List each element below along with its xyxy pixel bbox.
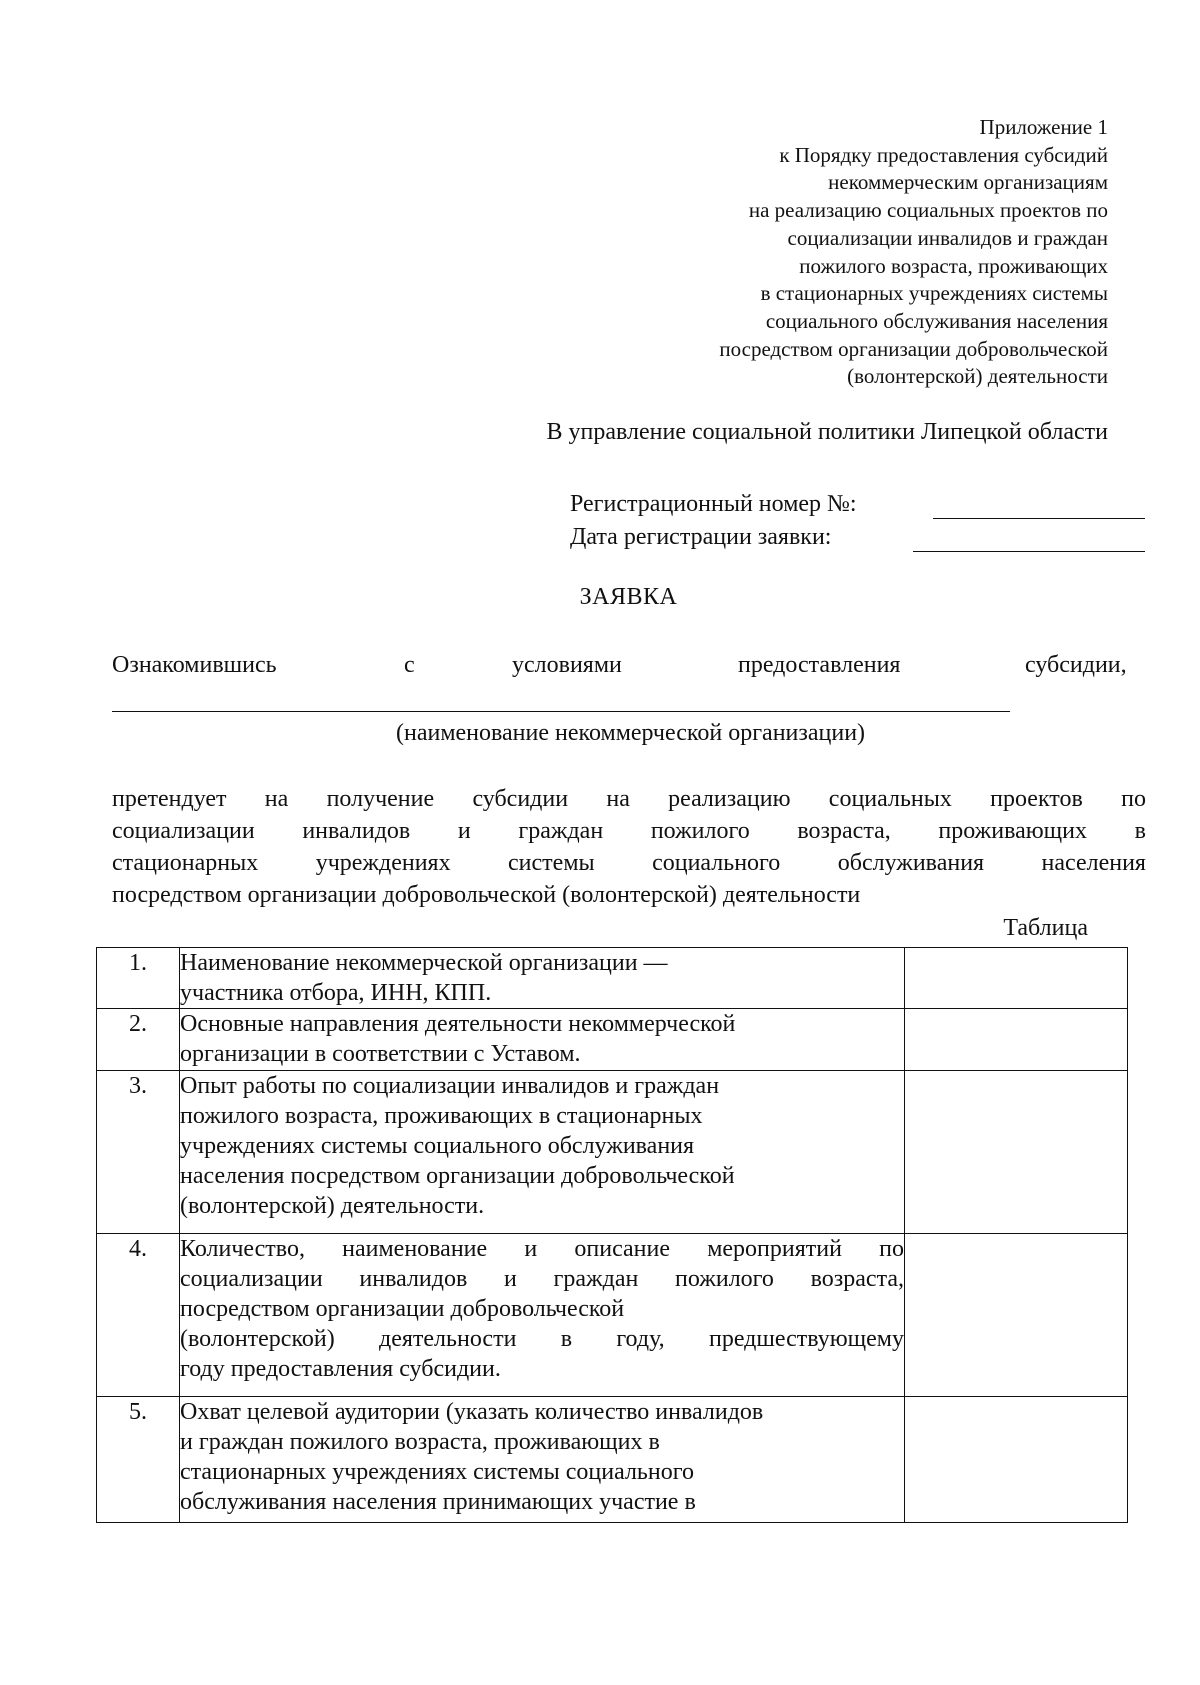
table-row	[97, 1397, 1128, 1523]
paragraph-word: системы	[508, 850, 595, 876]
row-value-cell[interactable]	[905, 1009, 1128, 1071]
paragraph-line	[112, 783, 1146, 815]
paragraph-word: населения	[1041, 850, 1146, 876]
paragraph-word: претендует	[112, 786, 227, 812]
registration-date-blank[interactable]	[913, 551, 1145, 552]
annex-header	[719, 114, 1108, 391]
paragraph-line	[112, 815, 1146, 847]
paragraph-word: обслуживания	[837, 850, 985, 876]
paragraph-word: субсидии	[472, 786, 569, 812]
registration-number	[570, 491, 857, 518]
paragraph-word: реализацию	[668, 786, 791, 812]
paragraph-word: социализации	[112, 818, 255, 844]
row-number: 5.	[97, 1397, 180, 1523]
addressee: В управление социальной политики Липецкой области	[546, 419, 1108, 445]
row-value-cell[interactable]	[905, 1397, 1128, 1523]
row-number: 3.	[97, 1071, 180, 1234]
paragraph-word: получение	[326, 786, 435, 812]
description-line: обслуживания населения принимающих участие в	[180, 1489, 696, 1515]
annex-line: к Порядку предоставления субсидий	[779, 142, 1108, 167]
row-value-cell[interactable]	[905, 1071, 1128, 1234]
annex-line: социального обслуживания населения	[765, 308, 1108, 333]
description-line: социализации инвалидов и граждан пожилого возраста,	[180, 1266, 904, 1292]
intro-word: с	[404, 652, 415, 678]
annex-line: Приложение 1	[979, 115, 1108, 139]
description-line: пожилого возраста, проживающих в стационарных	[180, 1103, 703, 1129]
paragraph-word: граждан	[518, 818, 604, 844]
paragraph-word: социального	[652, 850, 781, 876]
paragraph-word: пожилого	[650, 818, 750, 844]
annex-line: в стационарных учреждениях системы	[760, 281, 1108, 306]
row-description	[180, 1009, 905, 1071]
paragraph-line	[112, 847, 1146, 879]
row-number: 4.	[97, 1234, 180, 1397]
paragraph-word: на	[264, 786, 289, 812]
registration-number-blank[interactable]	[933, 518, 1145, 519]
description-line: году предоставления субсидии.	[180, 1356, 501, 1382]
description-line: (волонтерской) деятельности.	[180, 1193, 485, 1219]
paragraph-word: возраста,	[797, 818, 891, 844]
paragraph-word: на	[606, 786, 630, 812]
organization-name-blank[interactable]	[112, 711, 1010, 712]
row-description	[180, 1071, 905, 1234]
row-description	[180, 1234, 905, 1397]
paragraph-line	[112, 879, 1146, 911]
annex-line: на реализацию социальных проектов по	[748, 198, 1108, 223]
description-line: Охват целевой аудитории (указать количество инвалидов	[180, 1399, 764, 1425]
registration-number-label: Регистрационный номер №:	[570, 491, 857, 517]
table-row	[97, 1234, 1128, 1397]
intro-word: субсидии,	[1025, 652, 1127, 678]
paragraph-word: и	[457, 818, 471, 844]
intro-word: предоставления	[738, 652, 901, 678]
paragraph-word: инвалидов	[302, 818, 411, 844]
description-line: Основные направления деятельности некоммерческой	[180, 1011, 736, 1037]
row-value-cell[interactable]	[905, 948, 1128, 1009]
paragraph-word: проектов	[990, 786, 1083, 812]
paragraph-word: посредством организации добровольческой (волонтерской) деятельности	[112, 882, 861, 908]
description-line: стационарных учреждениях системы социального	[180, 1459, 694, 1485]
description-line: организации в соответствии с Уставом.	[180, 1041, 581, 1067]
description-line: Количество, наименование и описание мероприятий по	[180, 1236, 904, 1262]
description-line: посредством организации добровольческой	[180, 1296, 625, 1322]
paragraph-word: по	[1121, 786, 1146, 812]
table-row	[97, 948, 1128, 1009]
row-description	[180, 948, 905, 1009]
description-line: и граждан пожилого возраста, проживающих в	[180, 1429, 660, 1455]
row-description	[180, 1397, 905, 1523]
paragraph-word: социальных	[828, 786, 952, 812]
paragraph-word: учреждениях	[315, 850, 451, 876]
row-value-cell[interactable]	[905, 1234, 1128, 1397]
paragraph-word: стационарных	[112, 850, 259, 876]
organization-name-caption: (наименование некоммерческой организации)	[396, 720, 866, 746]
description-line: Наименование некоммерческой организации —	[180, 950, 668, 976]
paragraph-word: проживающих	[938, 818, 1087, 844]
description-line: населения посредством организации добровольческой	[180, 1163, 735, 1189]
registration-date	[570, 524, 831, 551]
annex-line: некоммерческим организациям	[828, 170, 1108, 195]
registration-date-label: Дата регистрации заявки:	[570, 524, 832, 550]
intro-word: условиями	[512, 652, 622, 678]
application-paragraph	[112, 783, 1146, 911]
table-label: Таблица	[1003, 915, 1088, 941]
intro-word: Ознакомившись	[112, 652, 277, 678]
row-number: 1.	[97, 948, 180, 1009]
application-table	[96, 947, 1128, 1523]
paragraph-word: в	[1134, 818, 1146, 844]
document-title: ЗАЯВКА	[579, 584, 678, 610]
description-line: участника отбора, ИНН, КПП.	[180, 980, 492, 1006]
description-line: учреждениях системы социального обслуживания	[180, 1133, 695, 1159]
annex-line: социализации инвалидов и граждан	[787, 225, 1108, 250]
description-line: Опыт работы по социализации инвалидов и граждан	[180, 1073, 720, 1099]
table-row	[97, 1071, 1128, 1234]
row-number: 2.	[97, 1009, 180, 1071]
annex-line: (волонтерской) деятельности	[847, 364, 1108, 389]
annex-line: посредством организации добровольческой	[719, 336, 1108, 361]
description-line: (волонтерской) деятельности в году, предшествующему	[180, 1326, 904, 1352]
annex-line: пожилого возраста, проживающих	[799, 253, 1108, 278]
table-row	[97, 1009, 1128, 1071]
